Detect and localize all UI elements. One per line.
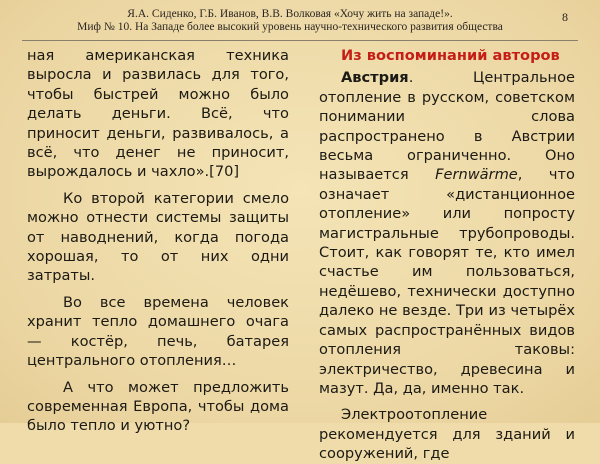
running-header <box>40 8 540 34</box>
left-paragraph-1: ная американская техника выросла и развилась для того, чтобы быстрей можно было делать деньги. Всё, что приносит деньги, развивалось, а всё, что денег не приносит, вырождалось и чахло».[70] <box>27 47 289 181</box>
left-paragraph-3: Во все времена человек хранит тепло домашнего очага — костёр, печь, батарея центрального отопления… <box>27 293 289 370</box>
fernwaerme-term: Fernwärme <box>435 166 518 184</box>
header-line-myth: Миф № 10. На Западе более высокий уровень научно-технического развития общества <box>77 21 503 33</box>
left-column <box>27 46 289 436</box>
left-paragraph-2: Ко второй категории смело можно отнести системы защиты от наводнений, когда погода хорошая, то от них одни затраты. <box>27 189 289 285</box>
right-column <box>319 46 575 464</box>
header-divider <box>22 40 578 41</box>
right-paragraph-1 <box>319 68 575 398</box>
right-paragraph-1-part-1: . Центральное отопление в русском, советском понимании слова распространено в Австрии весьма ограниченно. Оно называется <box>319 69 575 184</box>
page-number: 8 <box>562 10 568 24</box>
left-paragraph-4: А что может предложить современная Европа, чтобы дома было тепло и уютно? <box>27 378 289 435</box>
memoir-section-title: Из воспоминаний авторов <box>341 47 560 64</box>
austria-term: Австрия <box>341 69 409 87</box>
header-line-authors: Я.А. Сиденко, Г.Б. Иванов, В.В. Волковая «Хочу жить на западе!». <box>127 8 453 20</box>
right-paragraph-2: Электроотопление рекомендуется для зданий и сооружений, где <box>319 406 575 463</box>
column-gutter <box>302 46 303 416</box>
right-paragraph-1-part-2: , что означает «дистанционное отопление» или попросту магистральные трубопроводы. Стоит, как говорят те, кто имел счастье им пользоваться, недёшево, технически доступно далеко не везде. Три из четырёх самых распространённых видов отопления таковы: электричество, древесина и мазут. Да, да, именно так. <box>319 166 575 397</box>
